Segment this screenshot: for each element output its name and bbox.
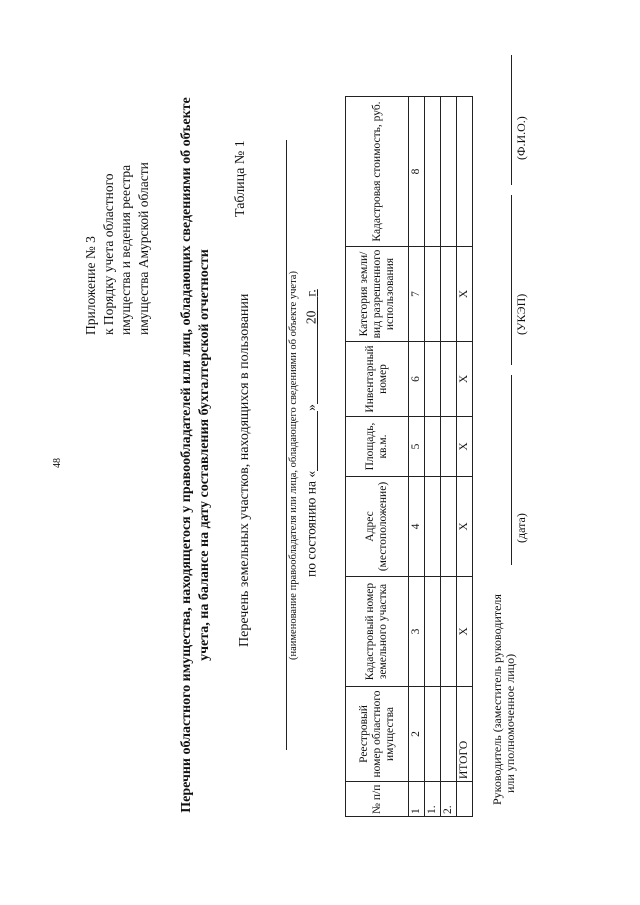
- holder-name-line: [286, 140, 287, 750]
- total-row: [457, 97, 473, 817]
- table-cell: [425, 342, 441, 417]
- table-cell: [441, 577, 457, 687]
- land-plots-table: [345, 96, 473, 817]
- table-cell: [441, 687, 457, 782]
- appendix-note: [82, 35, 152, 335]
- year-blank: [303, 297, 318, 311]
- table-cell: [425, 477, 441, 577]
- appendix-line-3: имущества и ведения реестра: [118, 164, 133, 335]
- table-cell: [441, 417, 457, 477]
- table-cell: [441, 342, 457, 417]
- signatory-role-line-2: или уполномоченное лицо): [503, 653, 517, 793]
- col-header-registry-number: Реестровый номер областного имущества: [346, 687, 409, 782]
- table-cell: [441, 247, 457, 342]
- column-numbers-row: [409, 97, 425, 817]
- total-label: ИТОГО: [457, 687, 473, 782]
- col-header-cadastral-value: Кадастровая стоимость, руб.: [346, 97, 409, 247]
- col-number: 1: [409, 782, 425, 817]
- col-number: 3: [409, 577, 425, 687]
- date-line: [303, 289, 320, 577]
- date-suffix: г.: [303, 289, 319, 297]
- row-index: 2.: [441, 782, 457, 817]
- appendix-line-4: имущества Амурской области: [135, 162, 151, 335]
- total-cell: [457, 97, 473, 247]
- total-cell: [457, 782, 473, 817]
- col-number: 5: [409, 417, 425, 477]
- holder-caption: (наименование правообладателя или лица, обладающего сведениями об объекте учета): [288, 271, 299, 660]
- ukep-label: (УКЭП): [514, 293, 528, 335]
- header-row: [346, 97, 409, 817]
- col-header-inventory-number: Инвентарный номер: [346, 342, 409, 417]
- total-cell: X: [457, 247, 473, 342]
- signatory-role-line-1: Руководитель (заместитель руководителя: [490, 594, 504, 805]
- col-number: 7: [409, 247, 425, 342]
- table-row: [441, 97, 457, 817]
- date-signature-line: [511, 375, 512, 565]
- title-line-2: учета, на балансе на дату составления бухгалтерской отчетности: [197, 249, 212, 661]
- table-cell: [425, 577, 441, 687]
- col-number: 2: [409, 687, 425, 782]
- row-index: 1.: [425, 782, 441, 817]
- title-line-1: Перечни областного имущества, находящегося у правообладателей или лиц, обладающих сведениями об объекте: [179, 97, 194, 813]
- table-cell: [425, 97, 441, 247]
- document-title: [178, 75, 214, 835]
- total-cell: X: [457, 577, 473, 687]
- table-number: Таблица № 1: [233, 140, 248, 217]
- date-label: (дата): [514, 513, 528, 543]
- appendix-line-1: Приложение № 3: [83, 236, 98, 335]
- col-header-cadastral-number: Кадастровый номер земельного участка: [346, 577, 409, 687]
- total-cell: X: [457, 477, 473, 577]
- col-number: 8: [409, 97, 425, 247]
- page-number: 48: [52, 458, 63, 468]
- month-blank: [303, 324, 318, 404]
- table-cell: [441, 477, 457, 577]
- day-blank: [303, 411, 318, 471]
- table-row: [425, 97, 441, 817]
- table-subtitle: Перечень земельных участков, находящихся в пользовании: [237, 293, 252, 647]
- col-number: 6: [409, 342, 425, 417]
- table-cell: [425, 417, 441, 477]
- col-header-area: Площадь, кв.м.: [346, 417, 409, 477]
- appendix-line-2: к Порядку учета областного: [100, 173, 116, 335]
- col-number: 4: [409, 477, 425, 577]
- total-cell: X: [457, 342, 473, 417]
- date-mid: »: [303, 404, 319, 411]
- table-cell: [425, 247, 441, 342]
- table-cell: [441, 97, 457, 247]
- date-prefix: по состоянию на «: [303, 470, 319, 577]
- total-cell: X: [457, 417, 473, 477]
- col-header-number: № п/п: [346, 782, 409, 817]
- ukep-signature-line: [511, 195, 512, 365]
- fio-label: (Ф.И.О.): [514, 116, 528, 160]
- col-header-land-category: Категория земли/ вид разрешенного использования: [346, 247, 409, 342]
- fio-signature-line: [511, 55, 512, 185]
- table-cell: [425, 687, 441, 782]
- date-year: 20: [303, 310, 319, 325]
- col-header-address: Адрес (местоположение): [346, 477, 409, 577]
